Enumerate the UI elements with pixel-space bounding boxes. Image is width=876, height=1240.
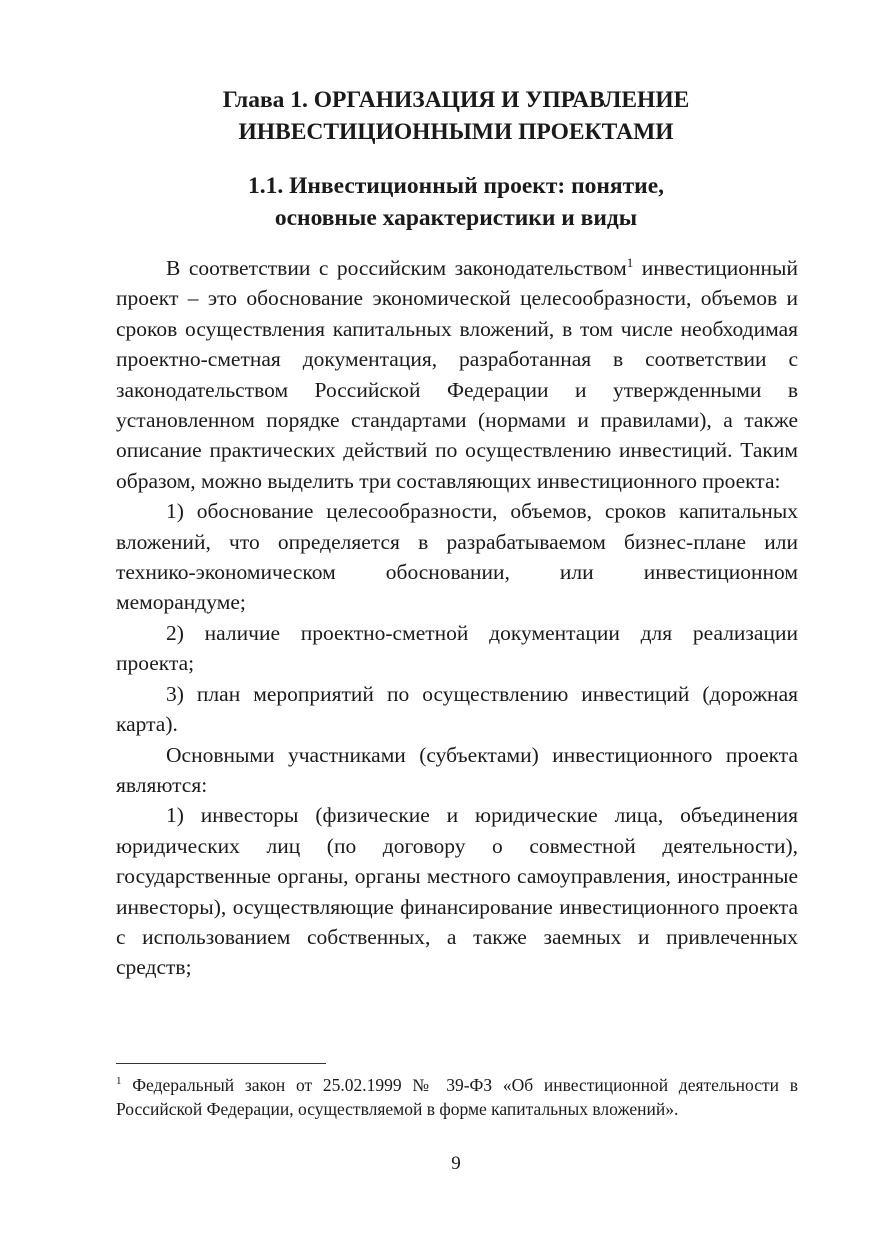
intro-paragraph [116,253,798,496]
participants-intro: Основными участниками (субъектами) инвестиционного проекта являются: [116,742,798,797]
component-item-3: 3) план мероприятий по осуществлению инвестиций (дорожная карта). [116,681,798,737]
footnote [116,1073,798,1122]
component-item-1: 1) обоснование целесообразности, объемов, сроков капитальных вложений, что определяется в разрабатываемом бизнес-плане или технико-экономическом обосновании, или инвестиционном меморандуме; [116,499,798,615]
footnote-divider [116,1063,326,1064]
page-number: 9 [451,1153,461,1174]
intro-text-start: В соответствии с российским законодательством [166,256,627,280]
participant-item-1: 1) инвесторы (физические и юридические лица, объединения юридических лиц (по договору о совместной деятельности), государственные органы, органы местного самоуправления, иностранные инвесторы), осуществляющие финансирование инвестиционного проекта с использованием собственных, а также заемных и привлеченных средств; [116,803,798,980]
component-item-2: 2) наличие проектно-сметной документации для реализации проекта; [116,620,798,676]
footnote-text: Федеральный закон от 25.02.1999 № 39-ФЗ «Об инвестиционной деятельности в Российской Федерации, осуществляемой в форме капитальных вложений». [116,1075,798,1120]
intro-text-rest: инвестиционный проект – это обоснование экономической целесообразности, объемов и сроков осуществления капитальных вложений, в том числе необходимая проектно-сметная документация, разработанная в соответствии с законодательством Российской Федерации и утвержденными в установленном порядке стандартами (нормами и правилами), а также описание практических действий по осуществлению инвестиций. Таким образом, можно выделить три составляющих инвестиционного проекта: [116,256,798,493]
section-title [116,170,796,234]
footnote-marker: 1 [116,1075,122,1088]
footnote-reference: 1 [626,254,634,270]
section-title-line-1: 1.1. Инвестиционный проект: понятие, [247,173,665,199]
body-text [116,253,798,983]
chapter-title [116,84,796,148]
section-title-line-2: основные характеристики и виды [274,205,638,231]
chapter-title-line-1: Глава 1. ОРГАНИЗАЦИЯ И УПРАВЛЕНИЕ [222,87,690,113]
chapter-title-line-2: ИНВЕСТИЦИОННЫМИ ПРОЕКТАМИ [238,119,674,145]
